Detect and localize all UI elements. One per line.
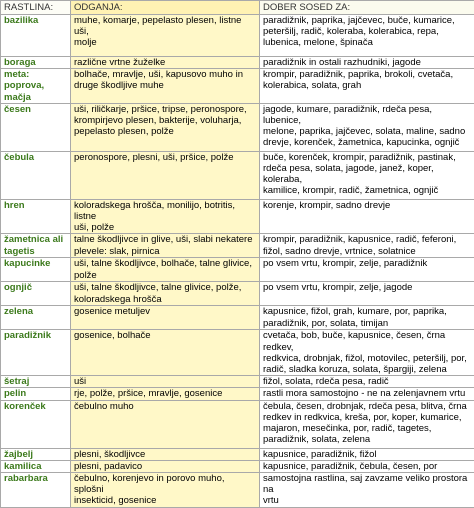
repels-cell: plesni, padavico	[71, 460, 260, 472]
table-row	[1, 306, 474, 330]
repels-cell: peronospore, plesni, uši, pršice, polže	[71, 151, 260, 199]
header-repels: ODGANJA:	[71, 1, 260, 15]
good-neighbor-cell: paradižnik in ostali razhudniki, jagode	[260, 57, 474, 69]
good-neighbor-cell: paradižnik, paprika, jajčevec, buče, kumarice, peteršilj, radič, kolerabа, kolerabica, repa, lubenica, melone, špinača	[260, 15, 474, 57]
repels-cell: uši, riličkarje, pršice, tripse, peronospore, krompirjevo plesen, bakterije, voluharja, pepelasto plesen, polže	[71, 103, 260, 151]
header-plant: RASTLINA:	[1, 1, 71, 15]
good-neighbor-cell: cvetača, bob, buče, kapusnice, česen, črna redkev, redkvica, drobnjak, fižol, motovilec, peteršilj, por, radič, sladka koruza, solata, špargiji, zelena	[260, 330, 474, 376]
plant-name-cell: pelin	[1, 388, 71, 400]
repels-cell: uši, talne škodljivce, bolhače, talne glivice, polže	[71, 258, 260, 282]
good-neighbor-cell: rastli mora samostojno - ne na zelenjavnem vrtu	[260, 388, 474, 400]
plant-name-cell: kapucinke	[1, 258, 71, 282]
header-row	[1, 1, 474, 15]
repels-cell: čebulno, korenjevo in porovo muho, splošni insekticid, gosenice	[71, 473, 260, 508]
plant-name-cell: čebula	[1, 151, 71, 199]
table-row	[1, 151, 474, 199]
plant-name-cell: korenček	[1, 400, 71, 448]
good-neighbor-cell: čebula, česen, drobnjak, rdeča pesa, blitva, črna redkev in redkvica, kreša, por, koper, kumarice, majaron, mesečinka, por, radič, tagetes, paradižnik, solata, zelena	[260, 400, 474, 448]
table-row	[1, 234, 474, 258]
good-neighbor-cell: krompir, paradižnik, paprika, brokoli, cvetača, kolerabica, solata, grah	[260, 69, 474, 104]
table-row	[1, 388, 474, 400]
table-row	[1, 15, 474, 57]
plant-name-cell: ognjič	[1, 282, 71, 306]
repels-cell: različne vrtne žuželke	[71, 57, 260, 69]
good-neighbor-cell: jagode, kumare, paradižnik, rdeča pesa, lubenice, melone, paprika, jajčevec, solata, maline, sadno drevje, korenček, žametnica, kapucinka, ognjič	[260, 103, 474, 151]
table-row	[1, 69, 474, 104]
repels-cell: gosenice, bolhače	[71, 330, 260, 376]
repels-cell: uši	[71, 376, 260, 388]
plant-name-cell: žajbelj	[1, 448, 71, 460]
good-neighbor-cell: kapusnice, fižol, grah, kumare, por, paprika, paradižnik, por, solata, timijan	[260, 306, 474, 330]
good-neighbor-cell: buče, korenček, krompir, paradižnik, pastinak, rdeča pesa, solata, jagode, janež, koper, kolerabа, kamilice, krompir, radič, žametnica, ognjič	[260, 151, 474, 199]
table-row	[1, 258, 474, 282]
repels-cell: bolhače, mravlje, uši, kapusovo muho in druge škodljive muhe	[71, 69, 260, 104]
plant-name-cell: meta: poprova, mačja	[1, 69, 71, 104]
repels-cell: talne škodljivce in glive, uši, slabi nekatere plevele: slak, pirnica	[71, 234, 260, 258]
table-row	[1, 199, 474, 234]
repels-cell: muhe, komarje, pepelasto plesen, listne uši, molje	[71, 15, 260, 57]
header-neighbor: DOBER SOSED ZA:	[260, 1, 474, 15]
table-row	[1, 448, 474, 460]
repels-cell: rje, polže, pršice, mravlje, gosenice	[71, 388, 260, 400]
repels-cell: uši, talne škodljivce, talne glivice, polže, koloradskega hrošča	[71, 282, 260, 306]
table-row	[1, 330, 474, 376]
table-row	[1, 282, 474, 306]
good-neighbor-cell: kapusnice, paradižnik, fižol	[260, 448, 474, 460]
table-row	[1, 473, 474, 508]
plant-name-cell: česen	[1, 103, 71, 151]
table-row	[1, 103, 474, 151]
good-neighbor-cell: fižol, solata, rdeča pesa, radič	[260, 376, 474, 388]
plant-name-cell: kamilica	[1, 460, 71, 472]
plant-name-cell: hren	[1, 199, 71, 234]
table-row	[1, 376, 474, 388]
plant-name-cell: rabarbara	[1, 473, 71, 508]
repels-cell: gosenice metuljev	[71, 306, 260, 330]
table-row	[1, 460, 474, 472]
repels-cell: koloradskega hrošča, monilijo, botritis, listne uši, polže	[71, 199, 260, 234]
good-neighbor-cell: samostojna rastlina, saj zavzame veliko prostora na vrtu	[260, 473, 474, 508]
plant-name-cell: bazilika	[1, 15, 71, 57]
plant-name-cell: žametnica ali tagetis	[1, 234, 71, 258]
good-neighbor-cell: krompir, paradižnik, kapusnice, radič, feferoni, fižol, sadno drevje, vrtnice, solatnice	[260, 234, 474, 258]
good-neighbor-cell: po vsem vrtu, krompir, zelje, paradižnik	[260, 258, 474, 282]
good-neighbor-cell: po vsem vrtu, krompir, zelje, jagode	[260, 282, 474, 306]
table-row	[1, 57, 474, 69]
good-neighbor-cell: kapusnice, paradižnik, čebula, česen, por	[260, 460, 474, 472]
plant-name-cell: zelena	[1, 306, 71, 330]
repels-cell: plesni, škodljivce	[71, 448, 260, 460]
plant-name-cell: boraga	[1, 57, 71, 69]
table-row	[1, 400, 474, 448]
repels-cell: čebulno muho	[71, 400, 260, 448]
plant-name-cell: paradižnik	[1, 330, 71, 376]
good-neighbor-cell: korenje, krompir, sadno drevje	[260, 199, 474, 234]
plant-name-cell: šetraj	[1, 376, 71, 388]
